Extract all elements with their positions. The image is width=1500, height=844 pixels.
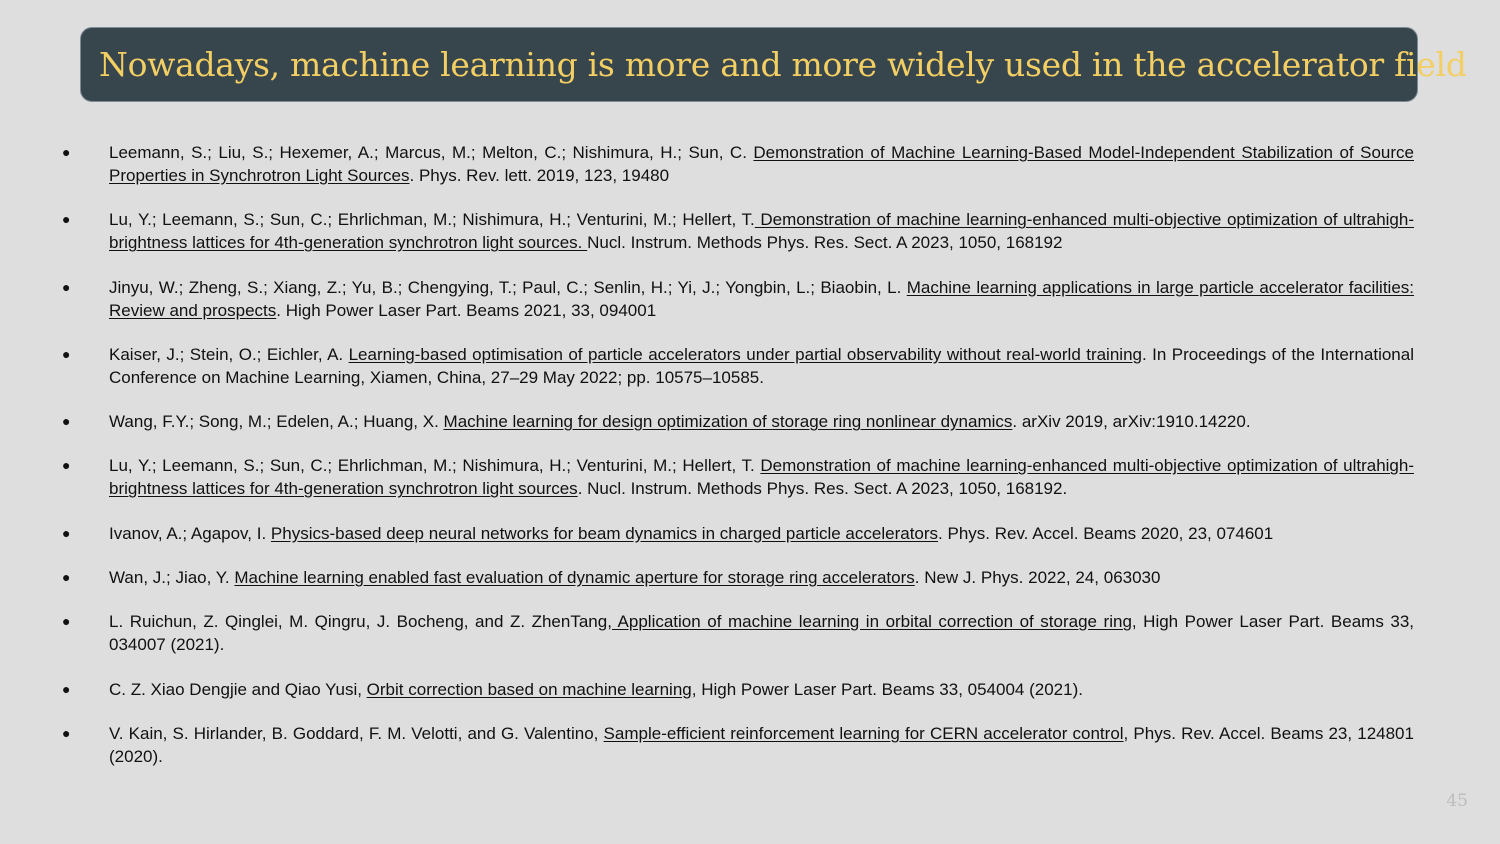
reference-authors: Jinyu, W.; Zheng, S.; Xiang, Z.; Yu, B.; Chengying, T.; Paul, C.; Senlin, H.; Yi, J.; Yongbin, L.; Biaobin, L. bbox=[109, 277, 907, 297]
reference-authors: Ivanov, A.; Agapov, I. bbox=[109, 523, 271, 543]
reference-item bbox=[58, 343, 1414, 389]
reference-item bbox=[58, 276, 1414, 322]
reference-link[interactable]: Application of machine learning in orbital correction of storage ring bbox=[611, 612, 1132, 632]
reference-source: . High Power Laser Part. Beams 2021, 33, 094001 bbox=[276, 300, 657, 320]
page-number: 45 bbox=[1446, 791, 1468, 811]
reference-link[interactable]: Demonstration of Machine Learning-Based Model-Independent Stabilization of Source Properties in Synchrotron Light Sources bbox=[109, 143, 1414, 185]
reference-source: , High Power Laser Part. Beams 33, 054004 (2021). bbox=[691, 679, 1083, 699]
bullet-icon: ● bbox=[62, 211, 71, 228]
reference-source: , Phys. Rev. Accel. Beams 23, 124801 (2020). bbox=[109, 723, 1414, 766]
bullet-icon: ● bbox=[62, 613, 71, 630]
reference-item bbox=[58, 722, 1414, 768]
slide-title: Nowadays, machine learning is more and more widely used in the accelerator field bbox=[99, 45, 1467, 84]
bullet-icon: ● bbox=[62, 413, 71, 430]
bullet-icon: ● bbox=[62, 278, 71, 295]
reference-authors: Wang, F.Y.; Song, M.; Edelen, A.; Huang, X. bbox=[109, 412, 444, 432]
bullet-icon: ● bbox=[62, 345, 71, 362]
reference-authors: Kaiser, J.; Stein, O.; Eichler, A. bbox=[109, 344, 349, 364]
reference-list bbox=[58, 141, 1414, 789]
reference-item bbox=[58, 610, 1414, 656]
reference-link[interactable]: Sample-efficient reinforcement learning for CERN accelerator control bbox=[603, 723, 1124, 743]
reference-link[interactable]: Machine learning enabled fast evaluation of dynamic aperture for storage ring accelerators bbox=[234, 568, 915, 588]
reference-item bbox=[58, 678, 1414, 701]
bullet-icon: ● bbox=[62, 144, 71, 160]
bullet-icon: ● bbox=[62, 524, 71, 541]
reference-item bbox=[58, 522, 1414, 545]
reference-link[interactable]: Machine learning applications in large particle accelerator facilities: Review and prospects bbox=[109, 277, 1414, 320]
bullet-icon: ● bbox=[62, 724, 71, 741]
reference-item bbox=[58, 454, 1414, 500]
reference-link[interactable]: Machine learning for design optimization of storage ring nonlinear dynamics bbox=[443, 412, 1013, 432]
reference-item bbox=[58, 566, 1414, 589]
reference-link[interactable]: Demonstration of machine learning-enhanced multi-objective optimization of ultrahigh-brightness lattices for 4th-generation synchrotron light sources. bbox=[109, 210, 1414, 253]
reference-authors: C. Z. Xiao Dengjie and Qiao Yusi, bbox=[109, 679, 367, 699]
reference-item bbox=[58, 208, 1414, 254]
bullet-icon: ● bbox=[62, 569, 71, 586]
reference-link[interactable]: Physics-based deep neural networks for beam dynamics in charged particle accelerators bbox=[270, 523, 939, 543]
reference-authors: Lu, Y.; Leemann, S.; Sun, C.; Ehrlichman, M.; Nishimura, H.; Venturini, M.; Hellert, T. bbox=[109, 456, 761, 476]
reference-item bbox=[58, 410, 1414, 433]
reference-source: . In Proceedings of the International Conference on Machine Learning, Xiamen, China, 27–29 May 2022; pp. 10575–10585. bbox=[109, 344, 1414, 387]
reference-source: , High Power Laser Part. Beams 33, 034007 (2021). bbox=[109, 612, 1414, 655]
reference-source: . Phys. Rev. lett. 2019, 123, 19480 bbox=[409, 166, 670, 185]
reference-item bbox=[58, 141, 1414, 187]
title-bar bbox=[80, 27, 1467, 102]
reference-authors: V. Kain, S. Hirlander, B. Goddard, F. M. Velotti, and G. Valentino, bbox=[109, 723, 604, 743]
reference-authors: L. Ruichun, Z. Qinglei, M. Qingru, J. Bocheng, and Z. ZhenTang, bbox=[109, 612, 612, 632]
reference-source: . Nucl. Instrum. Methods Phys. Res. Sect. A 2023, 1050, 168192. bbox=[577, 479, 1068, 499]
reference-authors: Wan, J.; Jiao, Y. bbox=[109, 568, 235, 588]
reference-source: Nucl. Instrum. Methods Phys. Res. Sect. A 2023, 1050, 168192 bbox=[587, 233, 1063, 253]
reference-authors: Leemann, S.; Liu, S.; Hexemer, A.; Marcus, M.; Melton, C.; Nishimura, H.; Sun, C. bbox=[109, 143, 754, 162]
reference-link[interactable]: Learning-based optimisation of particle accelerators under partial observability without real-world training bbox=[348, 344, 1142, 364]
reference-source: . arXiv 2019, arXiv:1910.14220. bbox=[1012, 412, 1251, 432]
bullet-icon: ● bbox=[62, 457, 71, 474]
bullet-icon: ● bbox=[62, 680, 71, 697]
reference-authors: Lu, Y.; Leemann, S.; Sun, C.; Ehrlichman, M.; Nishimura, H.; Venturini, M.; Hellert, T. bbox=[109, 210, 755, 230]
reference-source: . Phys. Rev. Accel. Beams 2020, 23, 074601 bbox=[938, 523, 1274, 543]
reference-source: . New J. Phys. 2022, 24, 063030 bbox=[914, 568, 1161, 588]
reference-link[interactable]: Demonstration of machine learning-enhanced multi-objective optimization of ultrahigh-brightness lattices for 4th-generation synchrotron light sources bbox=[109, 456, 1414, 499]
reference-link[interactable]: Orbit correction based on machine learning bbox=[366, 679, 692, 699]
